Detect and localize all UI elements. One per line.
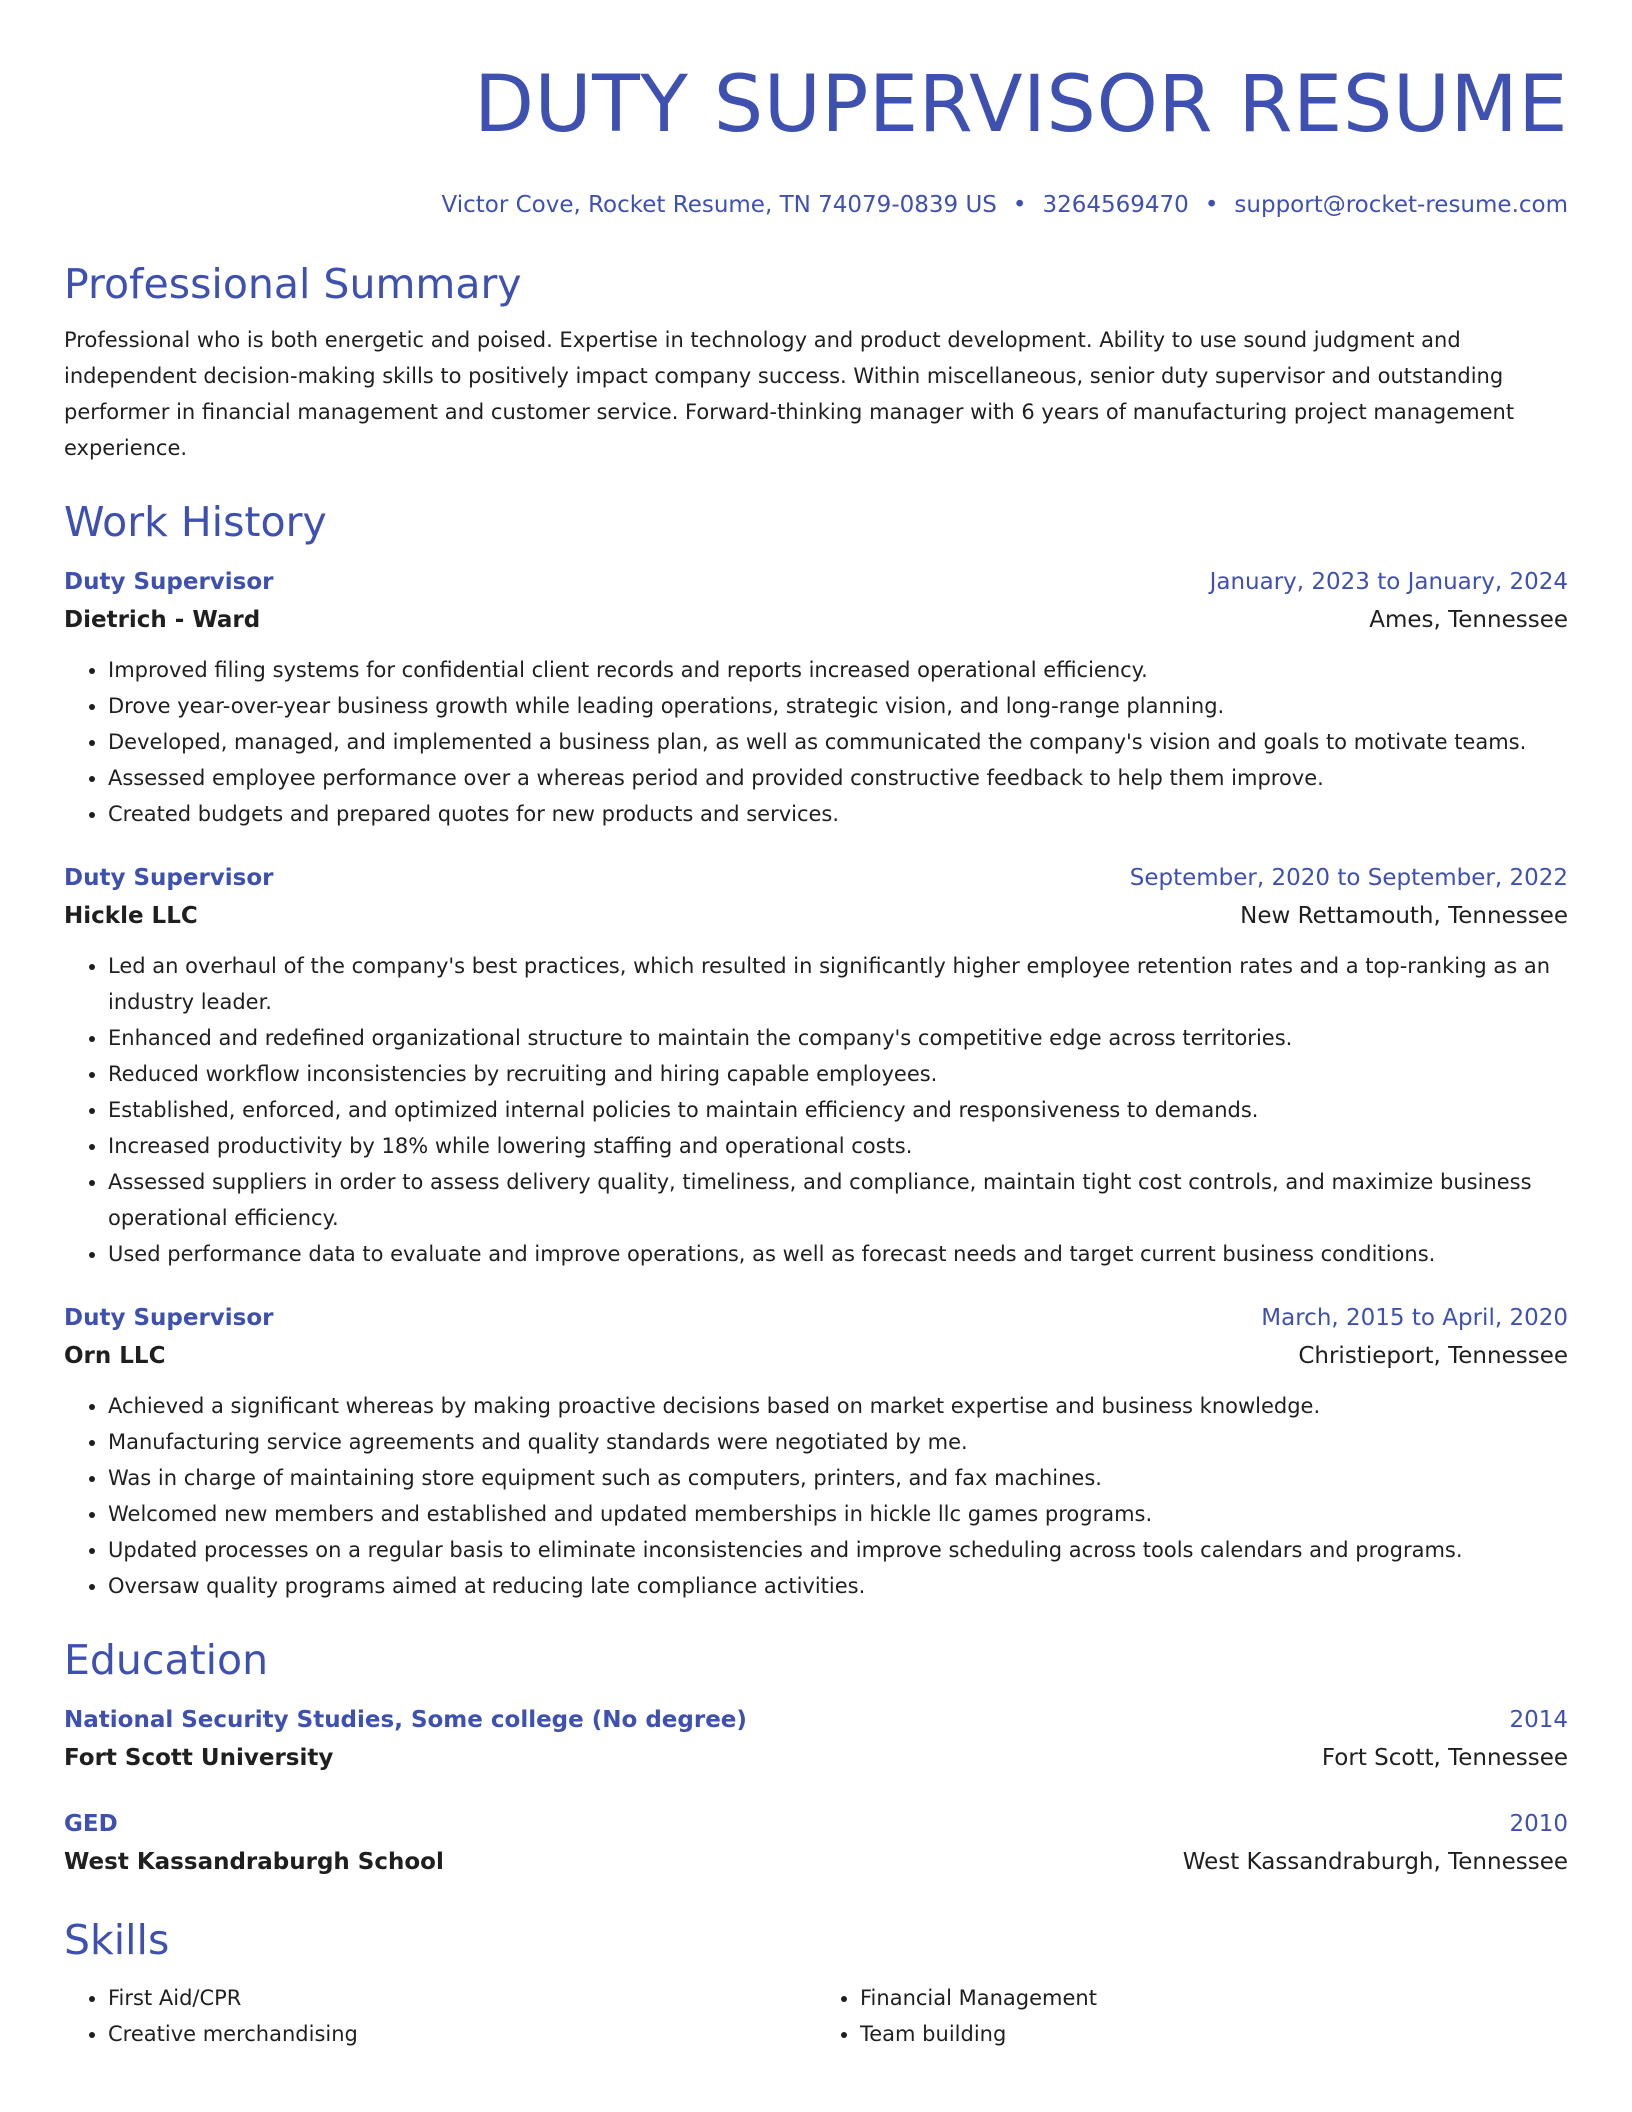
- education-degree: GED: [64, 1811, 118, 1837]
- education-location: West Kassandraburgh, Tennessee: [1182, 1849, 1568, 1875]
- job-company: Hickle LLC: [64, 903, 198, 929]
- job-company-row: [64, 600, 1568, 640]
- skills-list: [64, 1980, 1568, 2052]
- job-location: Christieport, Tennessee: [1298, 1343, 1568, 1369]
- summary-text: Professional who is both energetic and poised. Expertise in technology and product development. Ability to use sound judgment and independent decision-making skills to positively impact company success. Within miscellaneous, senior duty supervisor and outstanding performer in financial management and customer service. Forward-thinking manager with 6 years of manufacturing project management experience.: [64, 328, 1515, 460]
- job-bullet: • Manufacturing service agreements and quality standards were negotiated by me.: [108, 1424, 1568, 1460]
- job-bullet: • Oversaw quality programs aimed at reducing late compliance activities.: [108, 1568, 1568, 1604]
- job-bullet: • Assessed employee performance over a whereas period and provided constructive feedback to help them improve.: [108, 760, 1568, 796]
- job-dates: January, 2023 to January, 2024: [1209, 569, 1568, 595]
- education-location: Fort Scott, Tennessee: [1321, 1745, 1568, 1771]
- job-company-row: [64, 1336, 1568, 1376]
- contact-phone: 3264569470: [1042, 192, 1189, 218]
- work-history-heading: Work History: [64, 498, 327, 546]
- education-entry: [64, 1702, 1568, 1778]
- job-bullet: • Achieved a significant whereas by making proactive decisions based on market expertise and business knowledge.: [108, 1388, 1568, 1424]
- education-school: Fort Scott University: [64, 1745, 334, 1771]
- skill-item: • Team building: [860, 2016, 1568, 2052]
- skills-column-left: [64, 1980, 816, 2052]
- contact-line: [64, 188, 1568, 222]
- job-bullet: • Enhanced and redefined organizational structure to maintain the company's competitive edge across territories.: [108, 1020, 1568, 1056]
- job-title: Duty Supervisor: [64, 569, 274, 595]
- job-dates: September, 2020 to September, 2022: [1129, 865, 1568, 891]
- job-bullet: • Updated processes on a regular basis to eliminate inconsistencies and improve scheduling across tools calendars and programs.: [108, 1532, 1568, 1568]
- job-bullet: • Improved filing systems for confidential client records and reports increased operational efficiency.: [108, 652, 1568, 688]
- education-year: 2014: [1509, 1707, 1568, 1733]
- job-company: Orn LLC: [64, 1343, 166, 1369]
- job-location: New Rettamouth, Tennessee: [1240, 903, 1568, 929]
- job-bullet: • Assessed suppliers in order to assess delivery quality, timeliness, and compliance, maintain tight cost controls, and maximize business operational efficiency.: [108, 1164, 1568, 1236]
- job-bullet: • Welcomed new members and established and updated memberships in hickle llc games programs.: [108, 1496, 1568, 1532]
- education-year: 2010: [1509, 1811, 1568, 1837]
- job-title: Duty Supervisor: [64, 865, 274, 891]
- education-degree-row: [64, 1806, 1568, 1842]
- job-location: Ames, Tennessee: [1369, 607, 1568, 633]
- job-entry: [64, 1300, 1568, 1604]
- education-school-row: [64, 1738, 1568, 1778]
- contact-separator: •: [1012, 192, 1027, 218]
- resume-title: DUTY SUPERVISOR RESUME: [473, 60, 1568, 150]
- job-bullets: [64, 1388, 1568, 1604]
- education-degree-row: [64, 1702, 1568, 1738]
- summary-heading: Professional Summary: [64, 260, 522, 308]
- job-dates: March, 2015 to April, 2020: [1261, 1305, 1568, 1331]
- job-bullets: [64, 652, 1568, 832]
- job-bullet: • Increased productivity by 18% while lowering staffing and operational costs.: [108, 1128, 1568, 1164]
- job-entry: [64, 564, 1568, 832]
- job-title-row: [64, 860, 1568, 896]
- job-company: Dietrich - Ward: [64, 607, 261, 633]
- job-title: Duty Supervisor: [64, 1305, 274, 1331]
- job-bullet: • Was in charge of maintaining store equipment such as computers, printers, and fax machines.: [108, 1460, 1568, 1496]
- job-bullet: • Developed, managed, and implemented a business plan, as well as communicated the company's vision and goals to motivate teams.: [108, 724, 1568, 760]
- education-school: West Kassandraburgh School: [64, 1849, 444, 1875]
- job-bullet: • Led an overhaul of the company's best practices, which resulted in significantly higher employee retention rates and a top-ranking as an industry leader.: [108, 948, 1568, 1020]
- education-entry: [64, 1806, 1568, 1882]
- skill-item: • First Aid/CPR: [108, 1980, 816, 2016]
- job-bullet: • Established, enforced, and optimized internal policies to maintain efficiency and responsiveness to demands.: [108, 1092, 1568, 1128]
- job-title-row: [64, 564, 1568, 600]
- job-bullet: • Used performance data to evaluate and improve operations, as well as forecast needs and target current business conditions.: [108, 1236, 1568, 1272]
- skill-item: • Creative merchandising: [108, 2016, 816, 2052]
- job-bullet: • Created budgets and prepared quotes for new products and services.: [108, 796, 1568, 832]
- contact-separator: •: [1204, 192, 1219, 218]
- skill-item: • Financial Management: [860, 1980, 1568, 2016]
- job-bullets: [64, 948, 1568, 1272]
- contact-email: support@rocket-resume.com: [1234, 192, 1568, 218]
- job-title-row: [64, 1300, 1568, 1336]
- education-school-row: [64, 1842, 1568, 1882]
- skills-heading: Skills: [64, 1916, 170, 1964]
- job-entry: [64, 860, 1568, 1272]
- education-heading: Education: [64, 1636, 269, 1684]
- skills-column-right: [816, 1980, 1568, 2052]
- resume-header: [64, 50, 1568, 222]
- education-degree: National Security Studies, Some college (No degree): [64, 1707, 747, 1733]
- job-company-row: [64, 896, 1568, 936]
- job-bullet: • Reduced workflow inconsistencies by recruiting and hiring capable employees.: [108, 1056, 1568, 1092]
- job-bullet: • Drove year-over-year business growth while leading operations, strategic vision, and long-range planning.: [108, 688, 1568, 724]
- contact-address: Victor Cove, Rocket Resume, TN 74079-0839 US: [441, 192, 997, 218]
